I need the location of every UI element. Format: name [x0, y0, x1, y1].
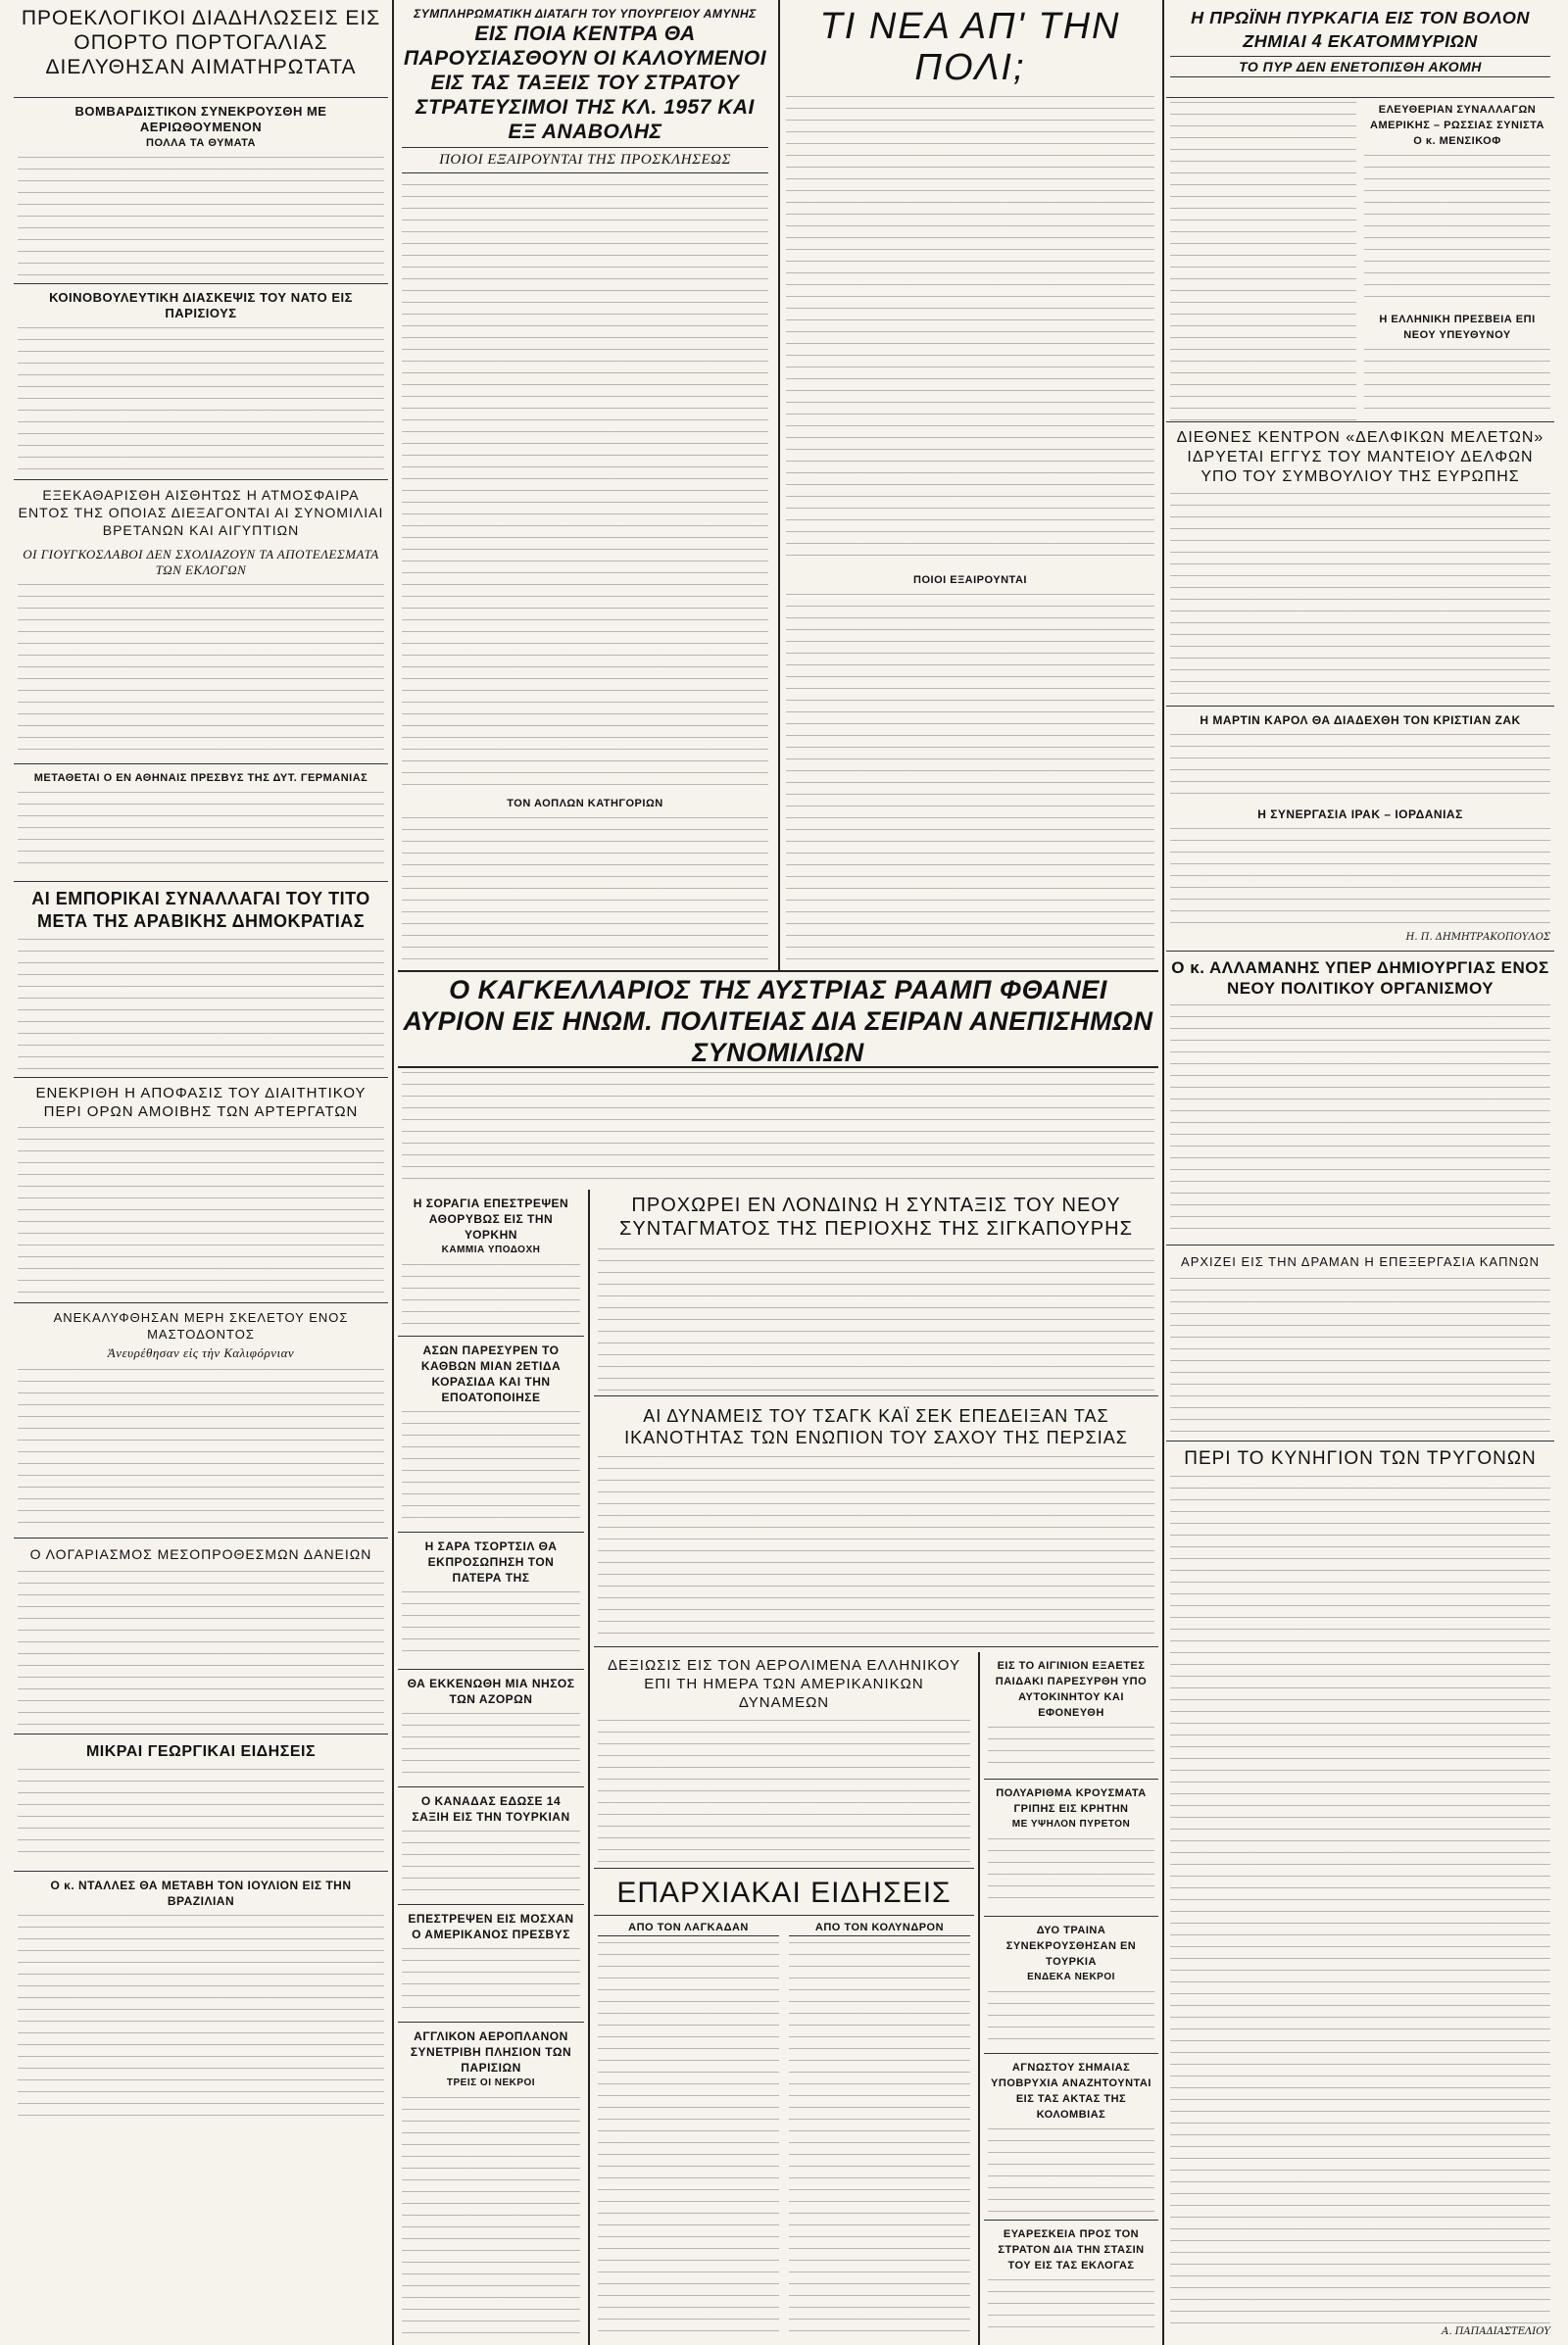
- article: [1166, 0, 1554, 98]
- text-placeholder: [1170, 1004, 1550, 1237]
- headline: ΕΠΑΡΧΙΑΚΑΙ ΕΙΔΗΣΕΙΣ: [594, 1872, 974, 1916]
- byline: Α. ΠΑΠΑΔΙΑΣΤΕΛΙΟΥ: [1442, 2326, 1550, 2337]
- article: [1166, 1441, 1554, 2345]
- text-placeholder: [1170, 102, 1356, 425]
- headline: ΕΙΣ ΤΟ ΑΙΓΙΝΙΟΝ ΕΞΑΕΤΕΣ ΠΑΙΔΑΚΙ ΠΑΡΕΣΥΡΘΗ ΥΠΟ ΑΥΤΟΚΙΝΗΤΟΥ ΚΑΙ ΕΦΟΝΕΥΘΗ: [995, 1660, 1148, 1719]
- article: [398, 2023, 584, 2345]
- subheadline: ΑΠΟ ΤΟΝ ΛΑΓΚΑΔΑΝ: [598, 1920, 779, 1936]
- headline: ΔΕΞΙΩΣΙΣ ΕΙΣ ΤΟΝ ΑΕΡΟΛΙΜΕΝΑ ΕΛΛΗΝΙΚΟΥ ΕΠΙ ΤΗ ΗΜΕΡΑ ΤΩΝ ΑΜΕΡΙΚΑΝΙΚΩΝ ΔΥΝΑΜΕΩΝ: [608, 1657, 960, 1711]
- headline: ΠΕΡΙ ΤΟ ΚΥΝΗΓΙΟΝ ΤΩΝ ΤΡΥΓΟΝΩΝ: [1184, 1448, 1537, 1469]
- headline: ΔΙΕΘΝΕΣ ΚΕΝΤΡΟΝ «ΔΕΛΦΙΚΩΝ ΜΕΛΕΤΩΝ» ΙΔΡΥΕΤΑΙ ΕΓΓΥΣ ΤΟΥ ΜΑΝΤΕΙΟΥ ΔΕΛΦΩΝ ΥΠΟ ΤΟΥ ΣΥΜΒΟΥΛΙΟΥ ΤΗΣ ΕΥΡΩΠΗΣ: [1176, 429, 1544, 485]
- column-3-lower: [984, 1652, 1158, 2345]
- article: [1166, 1246, 1554, 1441]
- text-placeholder: [786, 96, 1154, 566]
- text-placeholder: [18, 584, 384, 756]
- subheadline: ΜΕ ΥΨΗΛΟΝ ΠΥΡΕΤΟΝ: [1011, 1819, 1131, 1830]
- article: [14, 882, 388, 1078]
- article: [782, 0, 1158, 96]
- column-2-lower: [398, 1190, 584, 2345]
- article-provincial: [594, 1872, 974, 2345]
- article: [984, 1780, 1158, 1917]
- provincial-item: [789, 1920, 970, 2341]
- headline: ΤΙ ΝΕΑ ΑΠ' ΤΗΝ ΠΟΛΙ;: [819, 6, 1121, 88]
- text-placeholder: [18, 157, 384, 275]
- article: [398, 1337, 584, 1533]
- headline: Η ΣΑΡΑ ΤΣΟΡΤΣΙΛ ΘΑ ΕΚΠΡΟΣΩΠΗΣΗ ΤΟΝ ΠΑΤΕΡΑ ΤΗΣ: [424, 1539, 558, 1585]
- text-placeholder: [402, 1831, 580, 1896]
- text-placeholder: [18, 1127, 384, 1295]
- headline: ΕΛΕΥΘΕΡΙΑΝ ΣΥΝΑΛΛΑΓΩΝ ΑΜΕΡΙΚΗΣ – ΡΩΣΣΙΑΣ ΣΥΝΙΣΤΑ Ο κ. ΜΕΝΣΙΚΟΦ: [1370, 104, 1544, 147]
- headline: ΑΡΧΙΖΕΙ ΕΙΣ ΤΗΝ ΔΡΑΜΑΝ Η ΕΠΕΞΕΡΓΑΣΙΑ ΚΑΠΝΩΝ: [1181, 1254, 1540, 1269]
- text-placeholder: [402, 1411, 580, 1524]
- article: [14, 98, 388, 284]
- article-singapore: [594, 1190, 1158, 1396]
- headline: ΠΡΟΕΚΛΟΓΙΚΟΙ ΔΙΑΔΗΛΩΣΕΙΣ ΕΙΣ ΟΠΟΡΤΟ ΠΟΡΤΟΓΑΛΙΑΣ ΔΙΕΛΥΘΗΣΑΝ ΑΙΜΑΤΗΡΩΤΑΤΑ: [21, 7, 381, 78]
- column-3-top: [782, 0, 1158, 970]
- headline: ΕΠΕΣΤΡΕΨΕΝ ΕΙΣ ΜΟΣΧΑΝ Ο ΑΜΕΡΙΚΑΝΟΣ ΠΡΕΣΒΥΣ: [408, 1912, 574, 1941]
- text-placeholder: [402, 1713, 580, 1779]
- text-placeholder: [988, 1838, 1154, 1908]
- headline: ΑΓΝΩΣΤΟΥ ΣΗΜΑΙΑΣ ΥΠΟΒΡΥΧΙΑ ΑΝΑΖΗΤΟΥΝΤΑΙ ΕΙΣ ΤΑΣ ΑΚΤΑΣ ΤΗΣ ΚΟΛΟΜΒΙΑΣ: [991, 2062, 1152, 2121]
- headline: Ο κ. ΑΛΛΑΜΑΝΗΣ ΥΠΕΡ ΔΗΜΙΟΥΡΓΙΑΣ ΕΝΟΣ ΝΕΟΥ ΠΟΛΙΤΙΚΟΥ ΟΡΓΑΝΙΣΜΟΥ: [1171, 958, 1549, 998]
- text-placeholder: [18, 1915, 384, 2119]
- text-placeholder: [1170, 1476, 1550, 2323]
- headline: ΑΓΓΛΙΚΟΝ ΑΕΡΟΠΛΑΝΟΝ ΣΥΝΕΤΡΙΒΗ ΠΛΗΣΙΟΝ ΤΩΝ ΠΑΡΙΣΙΩΝ: [410, 2029, 572, 2075]
- article: [984, 1917, 1158, 2054]
- text-placeholder: [598, 1720, 970, 1864]
- text-placeholder: [402, 1948, 580, 2014]
- column-rule: [588, 1190, 590, 2345]
- article: [14, 764, 388, 882]
- column-1: [14, 0, 388, 2345]
- headline: ΘΑ ΕΚΚΕΝΩΘΗ ΜΙΑ ΝΗΣΟΣ ΤΩΝ ΑΖΟΡΩΝ: [407, 1677, 575, 1706]
- headline: ΒΟΜΒΑΡΔΙΣΤΙΚΟΝ ΣΥΝΕΚΡΟΥΣΘΗ ΜΕ ΑΕΡΙΩΘΟΥΜΕΝΟΝ: [74, 104, 327, 134]
- headline: ΑΝΕΚΑΛΥΦΘΗΣΑΝ ΜΕΡΗ ΣΚΕΛΕΤΟΥ ΕΝΟΣ ΜΑΣΤΟΔΟΝΤΟΣ: [53, 1310, 349, 1342]
- subheadline: ΑΠΟ ΤΟΝ ΚΟΛΥΝΔΡΟΝ: [789, 1920, 970, 1936]
- headline: ΚΟΙΝΟΒΟΥΛΕΥΤΙΚΗ ΔΙΑΣΚΕΨΙΣ ΤΟΥ ΝΑΤΟ ΕΙΣ ΠΑΡΙΣΙΟΥΣ: [49, 290, 353, 320]
- subheadline: ΕΝΔΕΚΑ ΝΕΚΡΟΙ: [1027, 1972, 1115, 1982]
- article: [398, 1190, 584, 1337]
- top-split: [1166, 98, 1554, 422]
- headline: Ο ΚΑΝΑΔΑΣ ΕΔΩΣΕ 14 ΣΑΞΙΗ ΕΙΣ ΤΗΝ ΤΟΥΡΚΙΑΝ: [412, 1794, 570, 1824]
- text-placeholder: [402, 1264, 580, 1328]
- article: [398, 1787, 584, 1905]
- text-placeholder: [18, 1369, 384, 1530]
- text-placeholder: [402, 1591, 580, 1661]
- text-placeholder: [402, 184, 768, 790]
- text-placeholder: [988, 2128, 1154, 2212]
- subheadline: ΠΟΙΟΙ ΕΞΑΙΡΟΥΝΤΑΙ ΤΗΣ ΠΡΟΣΚΛΗΣΕΩΣ: [402, 147, 768, 173]
- text-placeholder: [18, 1769, 384, 1863]
- text-placeholder: [18, 327, 384, 471]
- headline: Η ΜΑΡΤΙΝ ΚΑΡΟΛ ΘΑ ΔΙΑΔΕΧΘΗ ΤΟΝ ΚΡΙΣΤΙΑΝ ΖΑΚ: [1200, 713, 1521, 727]
- text-placeholder: [1170, 734, 1550, 803]
- subheadline: ΟΙ ΓΙΟΥΓΚΟΣΛΑΒΟΙ ΔΕΝ ΣΧΟΛΙΑΖΟΥΝ ΤΑ ΑΠΟΤΕΛΕΣΜΑΤΑ ΤΩΝ ΕΚΛΟΓΩΝ: [23, 547, 379, 577]
- article: [14, 1734, 388, 1872]
- text-placeholder: [1170, 493, 1550, 698]
- headline: ΑΙ ΔΥΝΑΜΕΙΣ ΤΟΥ ΤΣΑΓΚ ΚΑΪ ΣΕΚ ΕΠΕΔΕΙΞΑΝ ΤΑΣ ΙΚΑΝΟΤΗΤΑΣ ΤΩΝ ΕΝΩΠΙΟΝ ΤΟΥ ΣΑΧΟΥ ΤΗΣ ΠΕΡΣΙΑΣ: [624, 1406, 1128, 1447]
- headline: ΠΡΟΧΩΡΕΙ ΕΝ ΛΟΝΔΙΝΩ Η ΣΥΝΤΑΞΙΣ ΤΟΥ ΝΕΟΥ ΣΥΝΤΑΓΜΑΤΟΣ ΤΗΣ ΠΕΡΙΟΧΗΣ ΤΗΣ ΣΙΓΚΑΠΟΥΡΗΣ: [619, 1195, 1133, 1240]
- text-placeholder: [402, 1072, 1154, 1180]
- headline: Η ΣΥΝΕΡΓΑΣΙΑ ΙΡΑΚ – ΙΟΡΔΑΝΙΑΣ: [1257, 807, 1463, 821]
- article: [398, 1905, 584, 2023]
- byline: Η. Π. ΔΗΜΗΤΡΑΚΟΠΟΥΛΟΣ: [1405, 932, 1550, 943]
- text-placeholder: [988, 1727, 1154, 1771]
- article: [398, 1533, 584, 1670]
- headline: ΑΙ ΕΜΠΟΡΙΚΑΙ ΣΥΝΑΛΛΑΓΑΙ ΤΟΥ ΤΙΤΟ ΜΕΤΑ ΤΗΣ ΑΡΑΒΙΚΗΣ ΔΗΜΟΚΡΑΤΙΑΣ: [31, 889, 370, 931]
- text-placeholder: [598, 1456, 1154, 1642]
- headline: ΕΥΑΡΕΣΚΕΙΑ ΠΡΟΣ ΤΟΝ ΣΤΡΑΤΟΝ ΔΙΑ ΤΗΝ ΣΤΑΣΙΝ ΤΟΥ ΕΙΣ ΤΑΣ ΕΚΛΟΓΑΣ: [998, 2228, 1145, 2272]
- article: [1166, 422, 1554, 707]
- column-4: [1166, 0, 1554, 2345]
- article: [984, 2054, 1158, 2221]
- provincial-item: [598, 1920, 779, 2341]
- text-placeholder: [598, 1248, 1154, 1392]
- article: [14, 284, 388, 480]
- text-placeholder: [1364, 155, 1550, 308]
- column-rule: [978, 1652, 980, 2345]
- article: [14, 1078, 388, 1303]
- headline: Ο ΛΟΓΑΡΙΑΣΜΟΣ ΜΕΣΟΠΡΟΘΕΣΜΩΝ ΔΑΝΕΙΩΝ: [29, 1546, 372, 1562]
- text-placeholder: [1364, 349, 1550, 417]
- subheadline: Ἀνευρέθησαν εἰς τὴν Καλιφόρνιαν: [107, 1345, 295, 1360]
- text-placeholder: [18, 1571, 384, 1726]
- text-placeholder: [786, 594, 1154, 964]
- article-persia: [594, 1401, 1158, 1647]
- text-placeholder: [18, 939, 384, 1069]
- headline: ΕΙΣ ΠΟΙΑ ΚΕΝΤΡΑ ΘΑ ΠΑΡΟΥΣΙΑΣΘΟΥΝ ΟΙ ΚΑΛΟΥΜΕΝΟΙ ΕΙΣ ΤΑΣ ΤΑΞΕΙΣ ΤΟΥ ΣΤΡΑΤΟΥ ΣΤΡΑΤΕΥΣΙΜΟΙ ΤΗΣ ΚΛ. 1957 ΚΑΙ ΕΞ ΑΝΑΒΟΛΗΣ: [403, 23, 767, 143]
- column-rule: [778, 0, 780, 970]
- article: [14, 480, 388, 764]
- article: [14, 1539, 388, 1734]
- article-airport: [594, 1652, 974, 1869]
- article: [398, 1670, 584, 1787]
- column-rule: [392, 0, 394, 2345]
- text-placeholder: [1170, 1278, 1550, 1433]
- subheadline: ΠΟΙΟΙ ΕΞΑΙΡΟΥΝΤΑΙ: [913, 574, 1027, 586]
- article: [398, 0, 772, 184]
- subheadline: ΠΟΛΛΑ ΤΑ ΘΥΜΑΤΑ: [146, 137, 256, 149]
- text-placeholder: [598, 1942, 779, 2341]
- article: [1166, 952, 1554, 1246]
- column-2-top: [398, 0, 772, 970]
- headline: ΜΕΤΑΘΕΤΑΙ Ο ΕΝ ΑΘΗΝΑΙΣ ΠΡΕΣΒΥΣ ΤΗΣ ΔΥΤ. ΓΕΡΜΑΝΙΑΣ: [33, 772, 368, 784]
- headline: ΠΟΛΥΑΡΙΘΜΑ ΚΡΟΥΣΜΑΤΑ ΓΡΙΠΗΣ ΕΙΣ ΚΡΗΤΗΝ: [996, 1787, 1147, 1815]
- headline: Ο κ. ΝΤΑΛΛΕΣ ΘΑ ΜΕΤΑΒΗ ΤΟΝ ΙΟΥΛΙΟΝ ΕΙΣ ΤΗΝ ΒΡΑΖΙΛΙΑΝ: [50, 1879, 352, 1908]
- headline: ΜΙΚΡΑΙ ΓΕΩΡΓΙΚΑΙ ΕΙΔΗΣΕΙΣ: [85, 1743, 317, 1760]
- headline: ΑΣΩΝ ΠΑΡΕΣΥΡΕΝ ΤΟ ΚΑΘΒΩΝ ΜΙΑΝ 2ΕΤΙΔΑ ΚΟΡΑΣΙΔΑ ΚΑΙ ΤΗΝ ΕΠΟΑΤΟΠΟΙΗΣΕ: [420, 1343, 562, 1404]
- headline: Ο ΚΑΓΚΕΛΛΑΡΙΟΣ ΤΗΣ ΑΥΣΤΡΙΑΣ ΡΑΑΜΠ ΦΘΑΝΕΙ ΑΥΡΙΟΝ ΕΙΣ ΗΝΩΜ. ΠΟΛΙΤΕΙΑΣ ΔΙΑ ΣΕΙΡΑΝ ΑΝΕΠΙΣΗΜΩΝ ΣΥΝΟΜΙΛΙΩΝ: [403, 975, 1153, 1067]
- text-placeholder: [789, 1942, 970, 2341]
- column-rule: [1162, 0, 1164, 2345]
- kicker: ΣΥΜΠΛΗΡΩΜΑΤΙΚΗ ΔΙΑΤΑΓΗ ΤΟΥ ΥΠΟΥΡΓΕΙΟΥ ΑΜΥΝΗΣ: [414, 7, 757, 21]
- headline: ΔΥΟ ΤΡΑΙΝΑ ΣΥΝΕΚΡΟΥΣΘΗΣΑΝ ΕΝ ΤΟΥΡΚΙΑ: [1005, 1925, 1137, 1968]
- subheadline: ΤΡΕΙΣ ΟΙ ΝΕΚΡΟΙ: [446, 2077, 536, 2088]
- article: [984, 2221, 1158, 2345]
- text-placeholder: [402, 2097, 580, 2337]
- subheadline: ΤΟΝ ΑΟΠΛΩΝ ΚΑΤΗΓΟΡΙΩΝ: [507, 798, 663, 809]
- article: [14, 0, 388, 98]
- headline: ΕΞΕΚΑΘΑΡΙΣΘΗ ΑΙΣΘΗΤΩΣ Η ΑΤΜΟΣΦΑΙΡΑ ΕΝΤΟΣ ΤΗΣ ΟΠΟΙΑΣ ΔΙΕΞΑΓΟΝΤΑΙ ΑΙ ΣΥΝΟΜΙΛΙΑΙ ΒΡΕΤΑΝΩΝ ΚΑΙ ΑΙΓΥΠΤΙΩΝ: [18, 487, 384, 538]
- article: [14, 1303, 388, 1539]
- headline: Η ΣΟΡΑΓΙΑ ΕΠΕΣΤΡΕΨΕΝ ΑΘΟΡΥΒΩΣ ΕΙΣ ΤΗΝ ΥΟΡΚΗΝ: [413, 1197, 569, 1242]
- text-placeholder: [1170, 828, 1550, 929]
- article: [984, 1652, 1158, 1780]
- subheadline: ΤΟ ΠΥΡ ΔΕΝ ΕΝΕΤΟΠΙΣΘΗ ΑΚΟΜΗ: [1170, 56, 1550, 77]
- text-placeholder: [988, 1991, 1154, 2045]
- article-austria: [398, 970, 1158, 1068]
- headline: ΕΝΕΚΡΙΘΗ Η ΑΠΟΦΑΣΙΣ ΤΟΥ ΔΙΑΙΤΗΤΙΚΟΥ ΠΕΡΙ ΟΡΩΝ ΑΜΟΙΒΗΣ ΤΩΝ ΑΡΤΕΡΓΑΤΩΝ: [35, 1085, 367, 1120]
- article: [1360, 98, 1554, 421]
- provincial-columns: [594, 1916, 974, 2345]
- article: [14, 1872, 388, 2126]
- article: [1166, 707, 1554, 952]
- text-placeholder: [402, 817, 768, 964]
- subheadline: ΚΑΜΜΙΑ ΥΠΟΔΟΧΗ: [441, 1245, 541, 1255]
- text-placeholder: [988, 2279, 1154, 2337]
- headline: Η ΠΡΩΪΝΗ ΠΥΡΚΑΓΙΑ ΕΙΣ ΤΟΝ ΒΟΛΟΝ ΖΗΜΙΑΙ 4 ΕΚΑΤΟΜΜΥΡΙΩΝ: [1191, 8, 1530, 51]
- article-austria-body: [398, 1068, 1158, 1186]
- headline: Η ΕΛΛΗΝΙΚΗ ΠΡΕΣΒΕΙΑ ΕΠΙ ΝΕΟΥ ΥΠΕΥΘΥΝΟΥ: [1379, 314, 1536, 341]
- text-placeholder: [18, 792, 384, 873]
